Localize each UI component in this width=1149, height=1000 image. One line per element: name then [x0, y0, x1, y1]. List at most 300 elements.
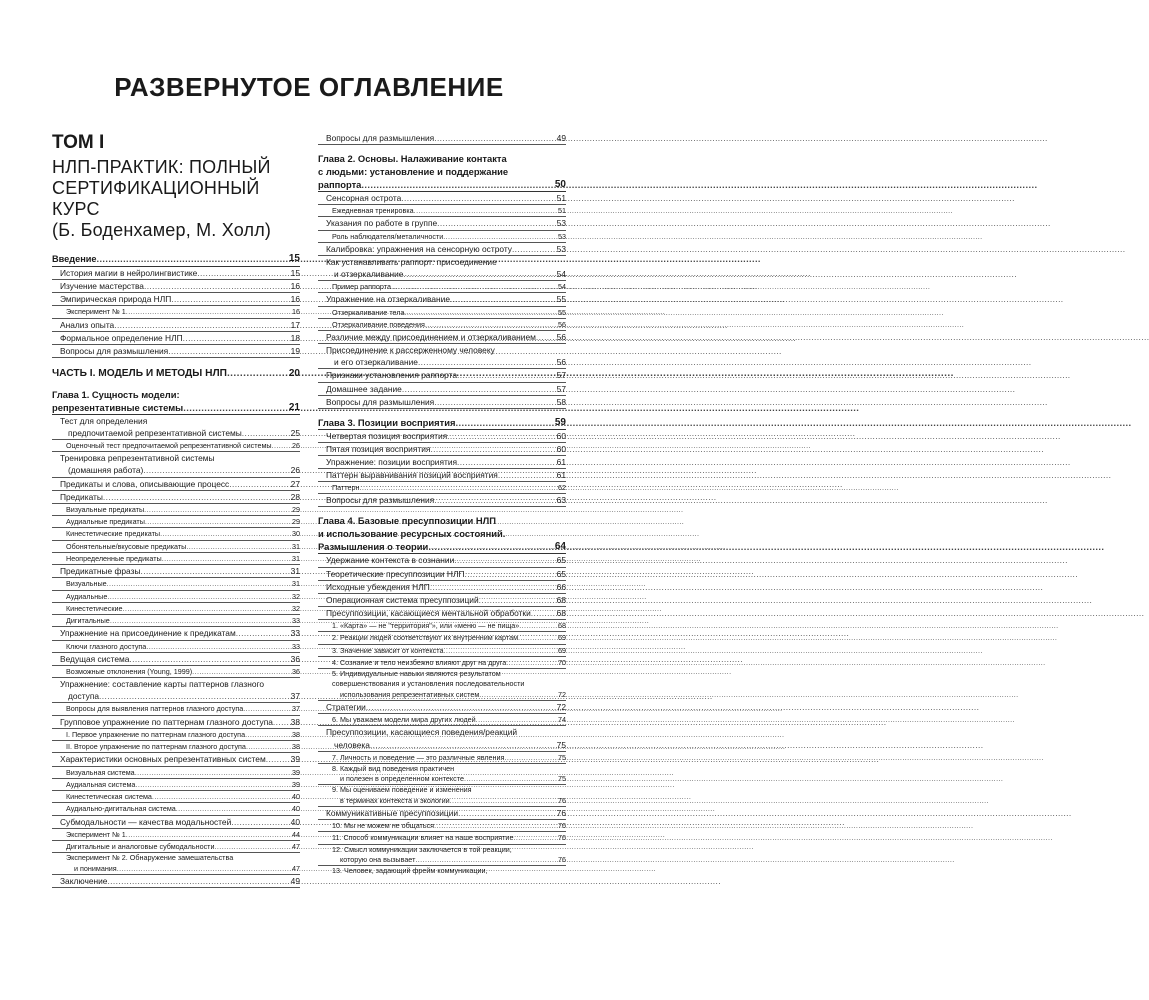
toc-entry-page-number: 68 [558, 620, 566, 630]
dot-leader [183, 401, 288, 414]
toc-entry [52, 319, 300, 332]
toc-entry-page-number: 58 [556, 396, 566, 407]
toc-entry-title: Удержание контекста в сознании [326, 555, 455, 566]
dot-leader [464, 568, 555, 580]
toc-entry-title: (домашняя работа) [68, 465, 144, 476]
toc-entry-title: Тест для определения [60, 415, 148, 426]
toc-left-column [52, 132, 300, 888]
toc-entry-page-number: 18 [290, 332, 300, 343]
dot-leader [135, 779, 291, 790]
toc-entry [318, 178, 566, 192]
toc-entry [318, 714, 566, 726]
dot-leader [430, 581, 556, 593]
toc-entry-page-number: 75 [556, 739, 566, 750]
toc-entry [52, 401, 300, 415]
toc-entry-page-number: 56 [556, 332, 566, 343]
toc-entry [318, 832, 566, 844]
toc-entry [52, 553, 300, 565]
dot-leader [415, 855, 557, 865]
toc-entry-title: Упражнение: позиции восприятия [326, 456, 458, 467]
toc-entry-title: Предикаты и слова, описывающие процесс [60, 478, 230, 489]
toc-entry [52, 565, 300, 578]
toc-entry [318, 607, 566, 620]
toc-entry [52, 345, 300, 358]
toc-entry [318, 540, 566, 554]
dot-leader [236, 627, 290, 639]
dot-leader [245, 729, 291, 740]
dot-leader [107, 591, 291, 602]
toc-entry [318, 482, 566, 494]
dot-leader [434, 820, 557, 831]
toc-entry-page-number: 56 [556, 357, 566, 368]
toc-entry [318, 281, 566, 293]
toc-entry [52, 816, 300, 829]
toc-entry-page-number: 15 [290, 268, 300, 278]
toc-entry-title: с людьми: установление и поддержание [318, 166, 509, 178]
toc-entry-title: Эксперимент № 2. Обнаружение замешательства [66, 853, 234, 863]
toc-entry [318, 701, 566, 714]
toc-entry-title: Сенсорная острота [326, 193, 402, 204]
toc-entry-title: Кинестетическая система [66, 792, 152, 802]
toc-entry-page-number: 54 [558, 282, 566, 292]
dot-leader [114, 319, 289, 331]
toc-entry-title: Субмодальности — качества модальностей [60, 816, 232, 827]
dot-leader [97, 252, 288, 266]
dot-leader [479, 594, 556, 606]
toc-entry [318, 165, 566, 178]
dot-leader [428, 540, 554, 553]
toc-entry [52, 478, 300, 491]
toc-entry-page-number: 38 [292, 742, 300, 752]
dot-leader [107, 578, 291, 589]
toc-entry-title: Признаки установления раппорта [326, 370, 457, 381]
toc-entry [52, 853, 300, 863]
dot-leader [229, 478, 289, 490]
dot-leader [479, 690, 557, 700]
dot-leader [457, 369, 556, 381]
dot-leader [519, 620, 557, 631]
toc-entry-title: I. Первое упражнение по паттернам глазного доступа [66, 729, 246, 739]
toc-entry [52, 767, 300, 779]
toc-entry [318, 620, 566, 632]
dot-leader [425, 319, 557, 330]
toc-entry-page-number: 32 [292, 591, 300, 601]
dot-leader [242, 427, 290, 439]
toc-entry-title: которую она вызывает [340, 855, 416, 865]
toc-entry [52, 267, 300, 280]
toc-entry-title: ЧАСТЬ I. МОДЕЛЬ И МЕТОДЫ НЛП [52, 367, 227, 379]
dot-leader [186, 541, 291, 552]
toc-entry [318, 369, 566, 382]
toc-entry-title: Аудиальная система [66, 779, 136, 789]
toc-entry-title: Введение [52, 254, 97, 264]
toc-entry-page-number: 49 [556, 133, 566, 143]
toc-entry-title: Упражнение на отзеркаливание [326, 294, 450, 305]
toc-entry [52, 528, 300, 540]
toc-entry-title: и использование ресурсных состояний. [318, 528, 506, 540]
dot-leader [437, 217, 556, 229]
dot-leader [103, 491, 290, 503]
toc-entry [52, 541, 300, 553]
toc-entry-title: Глава 4. Базовые пресуппозиции НЛП [318, 515, 496, 527]
toc-entry-title: Операционная система пресуппозиций [326, 594, 479, 605]
toc-entry-title: II. Второе упражнение по паттернам глазного доступа [66, 742, 246, 752]
toc-entry [52, 741, 300, 753]
toc-entry-title: Вопросы для размышления [326, 133, 435, 143]
toc-entry-page-number: 37 [290, 691, 300, 702]
dot-leader [123, 603, 291, 614]
toc-entry-title: Вопросы для выявления паттернов глазного доступа [66, 704, 244, 714]
toc-entry-title: Исходные убеждения НЛП [326, 581, 430, 592]
toc-entry [318, 319, 566, 331]
toc-entry-title: Изучение мастерства [60, 281, 144, 292]
toc-entry-page-number: 33 [292, 616, 300, 626]
dot-leader [146, 641, 291, 652]
dot-leader [192, 666, 291, 677]
toc-entry [318, 739, 566, 752]
dot-leader [504, 752, 557, 763]
toc-entry [52, 615, 300, 627]
toc-entry-title: Пресуппозиции, касающиеся поведения/реакций [326, 727, 518, 738]
toc-entry [318, 443, 566, 456]
toc-entry-page-number: 69 [558, 633, 566, 643]
toc-entry [52, 653, 300, 666]
toc-entry-title: Стратегии [326, 702, 366, 713]
toc-entry-page-number: 40 [290, 816, 300, 827]
toc-entry-page-number: 47 [292, 842, 300, 852]
toc-entry-title: Ежедневная тренировка [332, 206, 414, 216]
toc-entry-title: Аудиально-дигитальная система [66, 804, 176, 814]
toc-entry-page-number: 57 [556, 383, 566, 394]
toc-entry [52, 516, 300, 528]
dot-leader [359, 482, 557, 493]
toc-entry-page-number: 32 [292, 603, 300, 613]
toc-entry-page-number: 29 [292, 504, 300, 514]
toc-entry-page-number: 76 [558, 821, 566, 831]
toc-entry-page-number: 60 [556, 430, 566, 441]
dot-leader [454, 554, 555, 566]
dot-leader [366, 701, 556, 713]
toc-entry-page-number: 16 [290, 294, 300, 305]
dot-leader [197, 267, 289, 279]
dot-leader [231, 816, 289, 828]
toc-entry [318, 866, 566, 876]
toc-entry-page-number: 38 [290, 716, 300, 727]
toc-entry-page-number: 54 [556, 269, 566, 280]
toc-entry [52, 388, 300, 401]
dot-leader [117, 864, 291, 874]
dot-leader [144, 504, 291, 515]
toc-entry-page-number: 55 [558, 307, 566, 317]
dot-leader [145, 516, 291, 527]
toc-entry-title: Роль наблюдателя/металичности [332, 231, 444, 241]
dot-leader [168, 345, 289, 357]
toc-entry-title: Паттерн [332, 483, 360, 493]
toc-entry [318, 293, 566, 306]
toc-entry [318, 796, 566, 807]
dot-leader [531, 607, 556, 619]
toc-entry-title: Отзеркаливание поведения [332, 319, 425, 329]
toc-entry-title: Вопросы для размышления [326, 495, 435, 506]
toc-entry-title: 8. Каждый вид поведения практичен [332, 763, 455, 773]
toc-entry-title: Эмпирическая природа НЛП [60, 294, 172, 305]
toc-entry [52, 603, 300, 615]
toc-entry-title: Четвертая позиция восприятия [326, 430, 448, 441]
toc-entry-title: 7. Личность и поведение — это различные явления [332, 752, 505, 762]
toc-entry-title: 3. Значение зависит от контекста [332, 645, 444, 655]
toc-entry-title: Тренировка репрезентативной системы [60, 453, 215, 464]
toc-entry [318, 192, 566, 205]
toc-entry-title: 13. Человек, задающий фрейм коммуникации, [332, 866, 488, 876]
toc-entry [318, 256, 566, 268]
toc-entry-title: Предикатные фразы [60, 566, 141, 577]
toc-entry-title: Ключи глазного доступа [66, 641, 147, 651]
toc-entry-page-number: 36 [292, 666, 300, 676]
dot-leader [246, 741, 291, 752]
toc-entry-page-number: 19 [290, 345, 300, 356]
dot-leader [273, 716, 290, 728]
toc-entry [318, 344, 566, 356]
dot-leader [361, 178, 553, 191]
toc-entry-page-number: 25 [290, 427, 300, 438]
toc-entry [52, 779, 300, 791]
toc-entry-title: Обонятельные/вкусовые предикаты [66, 541, 187, 551]
toc-entry-page-number: 68 [556, 594, 566, 605]
toc-entry [318, 231, 566, 243]
dot-leader [464, 774, 557, 784]
toc-entry [52, 875, 300, 888]
dot-leader [391, 281, 557, 292]
toc-entry-page-number: 50 [554, 179, 566, 191]
toc-entry-page-number: 57 [556, 370, 566, 381]
toc-entry-title: Размышления о теории [318, 541, 429, 553]
toc-entry-page-number: 51 [558, 206, 566, 216]
toc-entry-title: Ведущая система [60, 653, 130, 664]
toc-entry-page-number: 65 [556, 568, 566, 579]
toc-entry-title: Групповое упражнение по паттернам глазного доступа [60, 716, 273, 727]
toc-entry-title: 9. Мы оцениваем поведение и изменения [332, 785, 472, 795]
toc-list-right [318, 132, 566, 877]
toc-entry-page-number: 39 [290, 754, 300, 765]
toc-entry-title: Дигитальные [66, 616, 110, 626]
toc-entry-page-number: 53 [558, 231, 566, 241]
toc-entry-title: Пример раппорта [332, 282, 391, 292]
toc-entry-page-number: 61 [556, 469, 566, 480]
toc-entry [318, 679, 566, 689]
toc-entry-page-number: 17 [290, 319, 300, 330]
toc-entry-title: Коммуникативные пресуппозиции [326, 808, 459, 819]
toc-entry-page-number: 33 [292, 641, 300, 651]
toc-entry-page-number: 61 [556, 456, 566, 467]
dot-leader [99, 690, 290, 702]
toc-entry-page-number: 60 [556, 443, 566, 454]
dot-leader [434, 396, 555, 408]
toc-entry-title: Упражнение на присоединение к предикатам [60, 628, 236, 639]
toc-entry-page-number: 16 [292, 307, 300, 317]
toc-entry-title: Кинестетические предикаты [66, 529, 161, 539]
toc-entry [318, 726, 566, 738]
toc-entry-title: раппорта [318, 179, 362, 191]
toc-entry-title: Аудиальные предикаты [66, 517, 145, 527]
toc-entry [318, 416, 566, 430]
toc-entry [52, 716, 300, 729]
dot-leader [171, 293, 289, 305]
toc-entry [52, 464, 300, 477]
toc-entry-title: Глава 3. Позиции восприятия [318, 416, 456, 428]
toc-entry [52, 427, 300, 440]
toc-entry [318, 356, 566, 369]
toc-entry-page-number: 40 [292, 804, 300, 814]
toc-entry-page-number: 55 [556, 294, 566, 305]
dot-leader [110, 615, 291, 626]
toc-list-left [52, 252, 300, 888]
toc-entry-title: 2. Реакции людей соответствуют их внутренним картам [332, 633, 519, 643]
toc-entry [318, 657, 566, 669]
toc-entry-title: Эксперимент № 1 [66, 307, 126, 317]
toc-entry [52, 440, 300, 452]
toc-entry-title: Глава 1. Сущность модели: [52, 388, 180, 400]
toc-entry [52, 791, 300, 803]
toc-entry-title: Пятая позиция восприятия [326, 443, 431, 454]
toc-entry-title: Характеристики основных репрезентативных систем [60, 754, 266, 765]
toc-entry-title: Глава 2. Основы. Налаживание контакта [318, 153, 507, 165]
toc-entry [52, 627, 300, 640]
toc-entry [318, 268, 566, 281]
dot-leader [450, 293, 556, 305]
dot-leader [266, 753, 290, 765]
toc-entry [52, 452, 300, 464]
toc-entry [52, 306, 300, 318]
dot-leader [518, 632, 557, 643]
toc-entry-page-number: 68 [556, 607, 566, 618]
toc-entry [52, 703, 300, 715]
toc-entry-title: Визуальная система [66, 767, 135, 777]
toc-entry [52, 803, 300, 815]
dot-leader [126, 306, 291, 317]
toc-entry-title: человека [334, 739, 370, 750]
toc-entry-title: Эксперимент № 1 [66, 829, 126, 839]
page-title: РАЗВЕРНУТОЕ ОГЛАВЛЕНИЕ [114, 72, 504, 102]
toc-entry [318, 527, 566, 540]
volume-title-line-1: НЛП-ПРАКТИК: ПОЛНЫЙ [52, 157, 271, 177]
toc-entry-page-number: 20 [288, 367, 300, 379]
toc-entry [52, 666, 300, 678]
toc-entry-page-number: 16 [290, 281, 300, 292]
toc-entry-title: 10. Мы не можем не общаться [332, 821, 435, 831]
toc-entry-title: Кинестетические [66, 603, 123, 613]
toc-entry [52, 578, 300, 590]
dot-leader [152, 791, 291, 802]
toc-entry [52, 591, 300, 603]
toc-entry [52, 415, 300, 427]
toc-entry-page-number: 75 [558, 774, 566, 784]
toc-entry-title: Упражнение: составление карты паттернов глазного [60, 679, 265, 690]
toc-entry-page-number: 64 [554, 541, 566, 553]
dot-leader [135, 767, 291, 778]
toc-entry-title: совершенствования и установления последовательности [332, 679, 525, 689]
toc-entry-page-number: 38 [292, 729, 300, 739]
toc-entry [52, 280, 300, 293]
toc-entry [52, 753, 300, 766]
toc-entry-page-number: 31 [292, 541, 300, 551]
toc-entry [318, 669, 566, 679]
toc-entry-page-number: 65 [556, 555, 566, 566]
toc-entry-page-number: 26 [290, 465, 300, 476]
toc-entry [52, 252, 300, 267]
toc-entry-page-number: 75 [558, 752, 566, 762]
toc-entry [318, 594, 566, 607]
toc-entry-title: Домашнее задание [326, 383, 402, 394]
toc-entry-title: Пресуппозиции, касающиеся ментальной обработки [326, 607, 531, 618]
toc-entry-title: предпочитаемой репрезентативной системы [68, 427, 242, 438]
dot-leader [476, 714, 557, 725]
toc-entry-title: Визуальные [66, 579, 107, 589]
toc-entry-page-number: 51 [556, 193, 566, 204]
toc-entry [52, 829, 300, 841]
toc-entry-title: и его отзеркаливание [334, 357, 418, 368]
toc-entry-page-number: 39 [292, 779, 300, 789]
toc-entry [318, 690, 566, 701]
dot-leader [126, 829, 291, 840]
dot-leader [144, 280, 290, 292]
dot-leader [243, 703, 291, 714]
toc-entry-title: Вопросы для размышления [326, 396, 435, 407]
toc-entry-title: Присоединение к рассерженному человеку [326, 345, 495, 356]
toc-entry [318, 807, 566, 820]
dot-leader [160, 528, 291, 539]
toc-entry-title: Как устанавливать раппорт: присоединение [326, 256, 497, 267]
dot-leader [443, 231, 557, 242]
toc-entry-page-number: 40 [292, 792, 300, 802]
toc-entry [318, 430, 566, 443]
dot-leader [506, 657, 557, 668]
toc-entry-title: Оценочный тест предпочитаемой репрезентативной системы [66, 441, 272, 451]
toc-entry-page-number: 53 [556, 243, 566, 254]
toc-entry-page-number: 33 [290, 628, 300, 639]
toc-entry [318, 494, 566, 507]
dot-leader [498, 469, 556, 481]
toc-entry-title: Дигитальные и аналоговые субмодальности [66, 842, 215, 852]
toc-entry-title: Паттерн выравнивания позиций восприятия [326, 469, 498, 480]
toc-entry-page-number: 47 [292, 863, 300, 873]
dot-leader [162, 553, 291, 564]
toc-entry [318, 820, 566, 832]
toc-entry-page-number: 63 [556, 495, 566, 506]
toc-entry [318, 764, 566, 774]
dot-leader [404, 307, 557, 318]
toc-entry [318, 396, 566, 409]
toc-entry-page-number: 26 [292, 441, 300, 451]
toc-entry-page-number: 66 [556, 581, 566, 592]
toc-entry-title: Формальное определение НЛП [60, 332, 183, 343]
toc-entry-page-number: 31 [292, 553, 300, 563]
toc-entry [318, 205, 566, 217]
toc-entry-page-number: 36 [290, 653, 300, 664]
dot-leader [434, 132, 555, 144]
toc-entry [318, 855, 566, 866]
toc-entry [318, 774, 566, 785]
dot-leader [455, 416, 553, 429]
volume-heading: ТОМ I [52, 132, 105, 153]
toc-entry-title: и понимания [74, 863, 117, 873]
toc-entry-title: Вопросы для размышления [60, 345, 169, 356]
toc-entry-page-number: 56 [558, 319, 566, 329]
dot-leader [536, 331, 556, 343]
toc-entry-title: Калибровка: упражнения на сенсорную остроту [326, 243, 512, 254]
toc-entry-title: 11. Способ коммуникации влияет на наше восприятие [332, 833, 514, 843]
toc-entry-title: и отзеркаливание [334, 269, 404, 280]
dot-leader [512, 243, 556, 255]
